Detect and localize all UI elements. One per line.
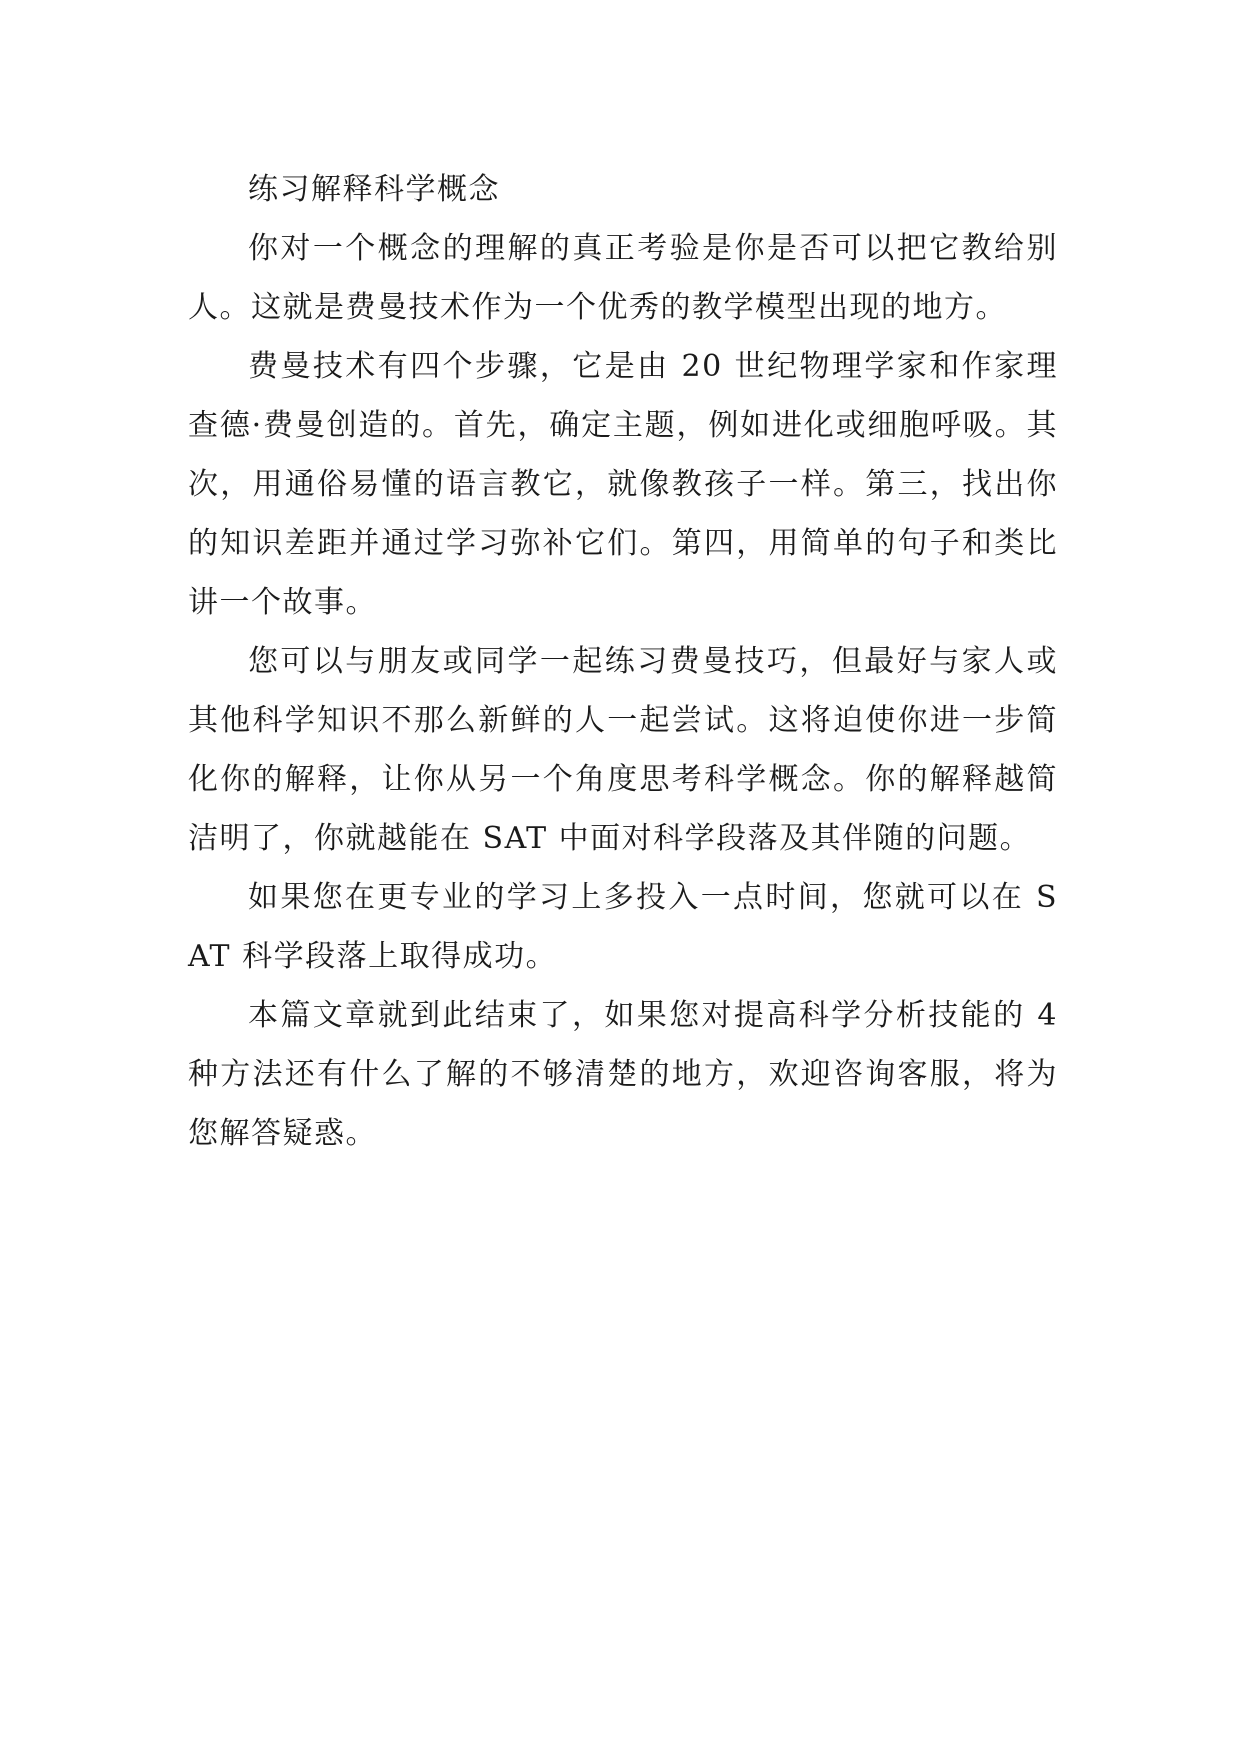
paragraph-2: 费曼技术有四个步骤，它是由 20 世纪物理学家和作家理查德·费曼创造的。首先，确定主题，例如进化或细胞呼吸。其次，用通俗易懂的语言教它，就像教孩子一样。第三，找出你的知识差距并通过学习弥补它们。第四，用简单的句子和类比讲一个故事。 [188, 349, 1058, 620]
paragraph-1: 你对一个概念的理解的真正考验是你是否可以把它教给别人。这就是费曼技术作为一个优秀的教学模型出现的地方。 [188, 231, 1058, 325]
paragraph-3: 您可以与朋友或同学一起练习费曼技巧，但最好与家人或其他科学知识不那么新鲜的人一起尝试。这将迫使你进一步简化你的解释，让你从另一个角度思考科学概念。你的解释越简洁明了，你就越能在 SAT 中面对科学段落及其伴随的问题。 [188, 644, 1058, 856]
section-heading: 练习解释科学概念 [248, 172, 500, 207]
paragraph-5: 本篇文章就到此结束了，如果您对提高科学分析技能的 4 种方法还有什么了解的不够清楚的地方，欢迎咨询客服，将为您解答疑惑。 [188, 998, 1058, 1151]
document-page [188, 160, 1058, 1163]
paragraph-4: 如果您在更专业的学习上多投入一点时间，您就可以在 SAT 科学段落上取得成功。 [188, 880, 1058, 974]
